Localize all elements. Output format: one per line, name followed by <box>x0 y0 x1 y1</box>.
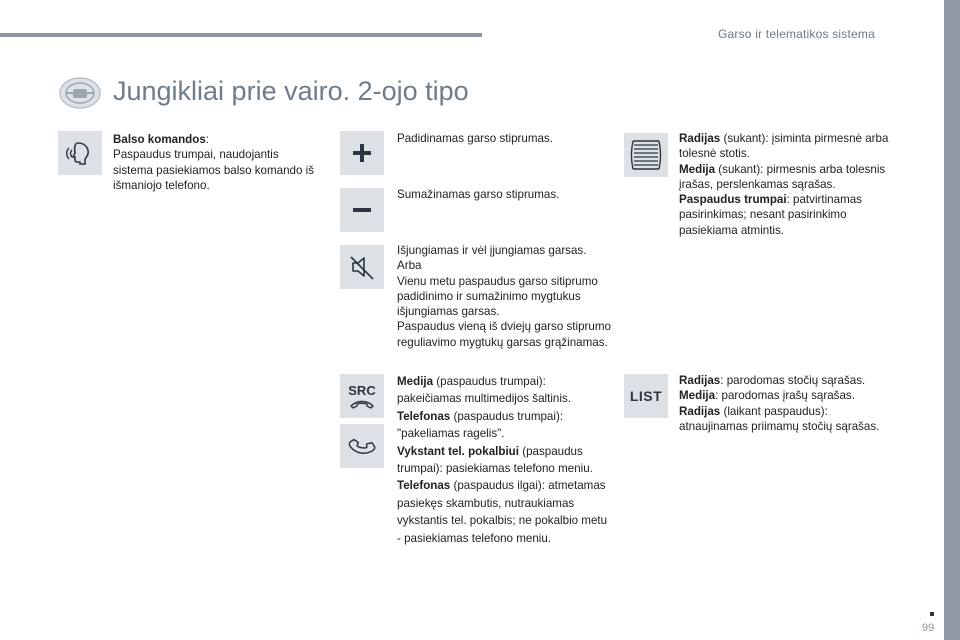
src-desc-1: (paspaudus trumpai): pakeičiamas multimedijos šaltinis. <box>397 375 571 406</box>
list-desc-3: (laikant paspaudus): atnaujinamas priimamų stočių sąrašas. <box>679 404 880 433</box>
page-marker <box>930 612 934 616</box>
mute-line-4: Paspaudus vieną iš dviejų garso stiprumo reguliavimo mygtukų garsas grąžinamas. <box>397 320 611 349</box>
src-desc-4: (paspaudus ilgai): atmetamas pasiekęs skambutis, nutraukiamas vykstantis tel. pokalbis; ne pokalbio metu - pasiekiamas telefono meniu. <box>397 479 608 545</box>
wheel-term-2: Medija <box>679 162 716 176</box>
list-text <box>679 373 894 434</box>
src-desc-3: (paspaudus trumpai): pasiekiamas telefono meniu. <box>397 444 593 476</box>
wheel-desc-1: (sukant): įsiminta pirmesnė arba tolesnė stotis. <box>679 132 889 161</box>
page-number: 99 <box>922 622 935 634</box>
list-label: LIST <box>629 388 663 404</box>
thumbwheel-text <box>679 131 889 238</box>
wheel-term-3: Paspaudus trumpai <box>679 193 787 207</box>
wheel-desc-3: : patvirtinamas pasirinkimas; nesant pasirinkimo pasiekiama atmintis. <box>679 193 862 237</box>
mute-line-2: Arba <box>397 259 422 273</box>
thumbwheel-icon <box>624 133 668 177</box>
list-button-icon <box>624 374 668 418</box>
list-desc-2: : parodomas įrašų sąrašas. <box>715 389 855 403</box>
header-rule <box>0 33 482 37</box>
src-desc-2: (paspaudus trumpai): "pakeliamas ragelis". <box>397 409 564 441</box>
plus-icon <box>340 131 384 175</box>
src-phone-icon <box>340 374 384 418</box>
src-phone-text <box>397 373 609 547</box>
page-edge-band <box>944 0 960 640</box>
wheel-desc-2: (sukant): pirmesnis arba tolesnis įrašas, perslenkamas sąrašas. <box>679 162 886 191</box>
list-term-1: Radijas <box>679 374 721 387</box>
list-term-3: Radijas <box>679 404 721 418</box>
mute-line-1: Išjungiamas ir vėl įjungiamas garsas. <box>397 244 587 257</box>
mute-line-3: Vienu metu paspaudus garso sitiprumo padidinimo ir sumažinimo mygtukus išjungiamas garsas. <box>397 274 598 319</box>
section-header: Garso ir telematikos sistema <box>718 27 875 41</box>
steering-wheel-icon <box>58 76 102 110</box>
src-term-2: Telefonas <box>397 409 451 423</box>
wheel-term-1: Radijas <box>679 132 721 145</box>
list-term-2: Medija <box>679 389 716 403</box>
src-label: SRC <box>348 382 376 398</box>
src-term-1: Medija <box>397 375 434 388</box>
src-term-3: Vykstant tel. pokalbiui <box>397 444 519 458</box>
volume-down-desc: Sumažinamas garso stiprumas. <box>397 188 560 201</box>
minus-icon <box>340 188 384 232</box>
phone-icon <box>340 424 384 468</box>
voice-commands-desc: Paspaudus trumpai, naudojantis sistema pasiekiamos balso komando iš išmaniojo telefono. <box>113 148 315 192</box>
mute-icon <box>340 245 384 289</box>
src-term-4: Telefonas <box>397 479 451 493</box>
page-title: Jungikliai prie vairo. 2-ojo tipo <box>113 76 469 106</box>
mute-text <box>397 243 612 350</box>
voice-commands-text: Balso komandos: Paspaudus trumpai, naudojantis sistema pasiekiamos balso komando iš išmaniojo telefono. <box>113 132 318 193</box>
voice-command-icon <box>58 131 102 175</box>
volume-up-desc: Padidinamas garso stiprumas. <box>397 132 553 145</box>
list-desc-1: : parodomas stočių sąrašas. <box>720 374 866 387</box>
voice-commands-term: Balso komandos <box>113 133 206 146</box>
